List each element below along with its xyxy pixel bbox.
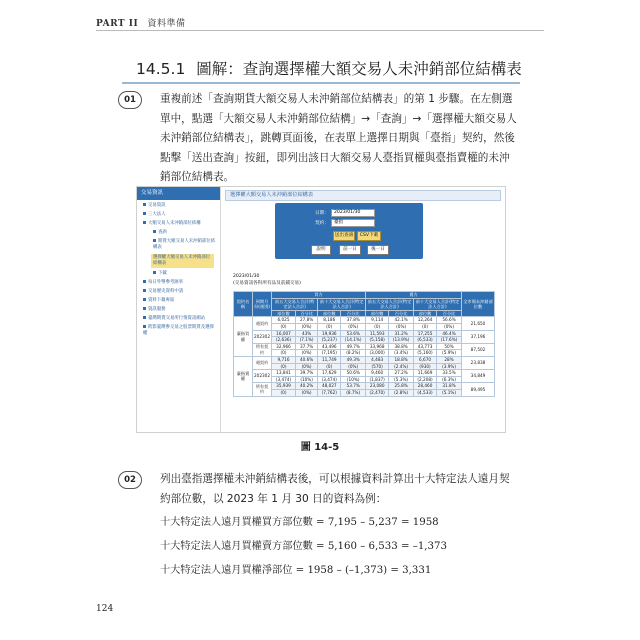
table-cell: 43,773	[414, 343, 437, 350]
table-cell-sub: (0)	[318, 323, 341, 330]
bullet-icon	[143, 203, 146, 206]
meta-date: 2023/01/30	[233, 274, 260, 279]
sub-top5-sell: 前五大交易人合計(特定法人合計)	[366, 298, 414, 310]
table-cell-sub: (14.1%)	[341, 337, 366, 344]
figure-caption: 圖 14-5	[300, 442, 340, 453]
table-cell-sub: (0%)	[296, 350, 318, 357]
table-cell-sub: (930)	[414, 363, 437, 370]
prev-day-button[interactable]: 前一日	[339, 245, 361, 255]
table-cell-sub: (5.1%)	[437, 389, 462, 396]
open-interest-total: 21,650	[462, 317, 495, 330]
table-cell-sub: (3,000)	[366, 350, 389, 357]
table-cell-sub: (8.2%)	[341, 350, 366, 357]
bullet-icon	[143, 307, 146, 310]
table-cell-sub: (0%)	[437, 323, 462, 330]
meta-unit: (交易資訊各科所有品及前鋪交易)	[233, 281, 301, 286]
step-text: 重複前述「查詢期貨大額交易人未沖銷部位結構表」的第 1 步驟。在左側選單中，點選「大額交易人未沖銷部位結構」→「查詢」→「選擇權大額交易人未沖銷部位結構表」，跳轉頁面後，在表單上選擇日期與「臺指」契約，然後點擊「送出查詢」按鈕，即列出該日大額交易人臺指買權與臺指賣權的未沖銷部位結構表。	[160, 93, 517, 183]
expiry-month: 週契約	[253, 317, 272, 330]
table-cell-sub: (2.4%)	[389, 363, 414, 370]
query-form	[275, 203, 423, 259]
table-cell: 49.3%	[341, 356, 366, 363]
bullet-icon	[143, 325, 146, 328]
table-row	[234, 383, 495, 390]
title-rule	[122, 82, 520, 84]
table-cell: 11,593	[366, 330, 389, 337]
expiry-month: 週契約	[253, 356, 272, 369]
table-cell-sub: (8.7%)	[341, 389, 366, 396]
table-cell: 16,007	[272, 330, 296, 337]
table-cell: 40.2%	[296, 383, 318, 390]
table-cell: 33,968	[366, 343, 389, 350]
table-cell: 50.6%	[341, 370, 366, 377]
table-cell: 11,749	[318, 356, 341, 363]
formula-sell: 十大特定法人遠月買權賣方部位數 = 5,160 – 6,533 = –1,373	[160, 541, 447, 552]
table-cell: 56.6%	[437, 317, 462, 324]
menu-item[interactable]	[137, 316, 220, 322]
bullet-icon	[143, 316, 146, 319]
table-cell-sub: (5,160)	[414, 350, 437, 357]
table-cell-sub: (0%)	[389, 323, 414, 330]
table-cell: 12,264	[414, 317, 437, 324]
right-panel-header: 選擇權大額交易人未沖銷部位結構表	[225, 190, 501, 201]
bullet-icon	[143, 289, 146, 292]
menu-item-label: 下載	[158, 271, 167, 276]
menu-item-label: 臺灣期貨交易所行情資訊網站	[148, 316, 206, 321]
open-interest-total: 87,502	[462, 343, 495, 356]
table-cell: 49.7%	[341, 343, 366, 350]
table-cell-sub: (0)	[414, 323, 437, 330]
step-1	[118, 90, 518, 188]
left-menu	[137, 187, 221, 432]
table-cell: 6,670	[414, 356, 437, 363]
table-cell-sub: (0)	[272, 350, 296, 357]
table-row-sub	[234, 389, 495, 396]
menu-item-label: 跨影臺灣參交易之股票期貨及選擇權	[143, 325, 214, 336]
table-cell: 38.8%	[389, 343, 414, 350]
table-cell: 9,114	[366, 317, 389, 324]
col-month: 到期月份(週別)	[253, 292, 272, 317]
bullet-icon	[143, 212, 146, 215]
open-interest-total: 89,495	[462, 383, 495, 396]
menu-item-label: 資料下載專區	[148, 298, 175, 303]
table-cell: 8,186	[318, 317, 341, 324]
table-row-sub	[234, 323, 495, 330]
menu-item-label: 交易資訊	[148, 203, 166, 208]
table-meta	[233, 273, 301, 287]
table-cell-sub: (0)	[272, 363, 296, 370]
expiry-month: 所有契約	[253, 383, 272, 396]
section-title-text: 圖解：查詢選擇權大額交易人未沖銷部位結構表	[196, 60, 522, 78]
table-cell: 23,080	[366, 383, 389, 390]
table-cell: 53.6%	[341, 330, 366, 337]
table-row-sub	[234, 376, 495, 383]
table-cell-sub: (2,636)	[272, 337, 296, 344]
step-2	[118, 470, 518, 509]
expiry-month: 202302	[253, 330, 272, 343]
menu-item[interactable]	[151, 254, 214, 268]
menu-item[interactable]	[137, 280, 220, 286]
menu-item[interactable]	[137, 289, 220, 295]
left-menu-items	[137, 203, 220, 337]
table-cell-sub: (5,237)	[318, 337, 341, 344]
menu-item-label: 大額交易人未沖銷部位結構	[148, 221, 201, 226]
table-cell-sub: (3,474)	[272, 376, 296, 383]
table-cell: 9,716	[272, 356, 296, 363]
section-title	[136, 57, 522, 79]
sub-top10-sell: 前十大交易人合計(特定法人合計)	[414, 298, 462, 310]
group-buy: 買方	[272, 292, 366, 299]
unit-header-row	[234, 310, 495, 317]
table-cell: 18.8%	[389, 356, 414, 363]
menu-item[interactable]	[137, 307, 220, 313]
table-cell-sub: (0)	[272, 323, 296, 330]
menu-item[interactable]	[137, 239, 220, 251]
unit-percent: 百分比	[389, 310, 414, 317]
table-cell: 37.7%	[296, 343, 318, 350]
table-cell: 43,496	[318, 343, 341, 350]
menu-item-label: 期貨大額交易人未沖銷部位結構表	[153, 239, 216, 250]
table-cell: 32,966	[272, 343, 296, 350]
step-badge: 02	[118, 471, 142, 489]
table-cell: 53.7%	[341, 383, 366, 390]
table-cell-sub: (0)	[318, 363, 341, 370]
table-cell-sub: (0%)	[296, 323, 318, 330]
table-cell-sub: (0)	[272, 389, 296, 396]
table-cell: 19,936	[318, 330, 341, 337]
table-cell-sub: (7.1%)	[296, 337, 318, 344]
table-cell: 42.1%	[389, 317, 414, 324]
unit-position: 部位數	[272, 310, 296, 317]
open-interest-total: 23,838	[462, 356, 495, 369]
table-cell-sub: (5,158)	[366, 337, 389, 344]
table-cell-sub: (7,195)	[318, 350, 341, 357]
csv-download-button[interactable]: CSV下載	[357, 231, 381, 241]
table-cell: 46.4%	[437, 330, 462, 337]
table-cell: 31.2%	[389, 330, 414, 337]
menu-item[interactable]	[137, 325, 220, 337]
formula-net: 十大特定法人遠月買權淨部位 = 1958 – (–1,373) = 3,331	[160, 565, 432, 576]
table-body	[234, 317, 495, 396]
table-cell: 39.7%	[296, 370, 318, 377]
section-number: 14.5.1	[136, 60, 186, 78]
table-row	[234, 356, 495, 363]
table-cell-sub: (10%)	[341, 376, 366, 383]
bullet-icon	[153, 239, 156, 242]
table-cell: 31.8%	[437, 383, 462, 390]
header-rule	[96, 30, 544, 31]
table-row-sub	[234, 363, 495, 370]
table-cell-sub: (2,208)	[414, 376, 437, 383]
contract-label: 契約：	[315, 221, 329, 226]
open-interest-table	[233, 291, 495, 397]
group-sell: 賣方	[366, 292, 462, 299]
page-number: 124	[96, 604, 114, 614]
formula-buy: 十大特定法人遠月買權買方部位數 = 7,195 – 5,237 = 1958	[160, 517, 439, 528]
table-cell-sub: (2,470)	[366, 389, 389, 396]
table-cell-sub: (2.8%)	[389, 389, 414, 396]
table-cell-sub: (1,837)	[366, 376, 389, 383]
menu-item-label: 三大法人	[148, 212, 166, 217]
menu-item-label: 交易歷史資料中請	[148, 289, 184, 294]
contract-select[interactable]: 臺指	[331, 219, 375, 227]
bullet-icon	[143, 221, 146, 224]
table-cell-sub: (570)	[366, 363, 389, 370]
menu-item-label: 資訊服務	[148, 307, 166, 312]
table-cell-sub: (6.3%)	[437, 376, 462, 383]
left-menu-header: 交易資訊	[137, 187, 220, 200]
website-screenshot	[136, 186, 506, 433]
table-cell: 43%	[296, 330, 318, 337]
menu-item[interactable]	[137, 212, 220, 218]
chapter-label: 資料準備	[147, 19, 186, 29]
table-cell-sub: (7,762)	[318, 389, 341, 396]
menu-item-label: 查詢	[158, 230, 167, 235]
contract-name: 臺指賣權	[234, 356, 253, 396]
table-row	[234, 317, 495, 324]
bullet-icon	[143, 280, 146, 283]
table-row	[234, 343, 495, 350]
open-interest-total: 37,196	[462, 330, 495, 343]
table-cell: 11,669	[414, 370, 437, 377]
table-cell-sub: (17.6%)	[437, 337, 462, 344]
table-cell-sub: (3.4%)	[389, 350, 414, 357]
menu-item[interactable]	[137, 298, 220, 304]
contract-name: 臺指買權	[234, 317, 253, 357]
table-cell-sub: (10%)	[296, 376, 318, 383]
table-cell-sub: (6,533)	[414, 337, 437, 344]
table-cell: 27.8%	[296, 317, 318, 324]
expiry-month: 202302	[253, 370, 272, 383]
menu-item[interactable]	[137, 271, 220, 277]
table-row	[234, 370, 495, 377]
unit-percent: 百分比	[341, 310, 366, 317]
table-cell: 40.6%	[296, 356, 318, 363]
unit-position: 部位數	[318, 310, 341, 317]
step-text: 列出臺指選擇權未沖銷結構表後，可以根據資料計算出十大特定法人遠月契約部位數，以 2023 年 1 月 30 日的資料為例：	[160, 473, 510, 505]
table-cell-sub: (5.3%)	[389, 376, 414, 383]
submit-query-button[interactable]: 送出查詢	[333, 231, 355, 241]
date-label: 日期：	[315, 211, 329, 216]
table-cell: 4,483	[366, 356, 389, 363]
unit-percent: 百分比	[437, 310, 462, 317]
table-row-sub	[234, 350, 495, 357]
right-panel	[225, 187, 501, 432]
table-cell: 48,027	[318, 383, 341, 390]
bullet-icon	[153, 230, 156, 233]
table-cell-sub: (3.9%)	[437, 363, 462, 370]
col-contract: 契約名稱	[234, 292, 253, 317]
bullet-icon	[153, 271, 156, 274]
sub-top10-buy: 前十大交易人合計(特定法人合計)	[318, 298, 366, 310]
table-cell-sub: (0%)	[341, 363, 366, 370]
step-badge: 01	[118, 91, 142, 109]
table-cell-sub: (3,474)	[318, 376, 341, 383]
bullet-icon	[143, 298, 146, 301]
table-cell: 13,841	[272, 370, 296, 377]
table-cell: 50%	[437, 343, 462, 350]
col-oi: 全市場未沖銷部位數	[462, 292, 495, 317]
table-cell: 17,255	[414, 330, 437, 337]
running-head	[96, 16, 186, 29]
menu-item[interactable]	[137, 221, 220, 227]
unit-percent: 百分比	[296, 310, 318, 317]
table-cell: 28%	[437, 356, 462, 363]
open-interest-total: 34,849	[462, 370, 495, 383]
help-button[interactable]: 說明	[311, 245, 331, 255]
next-day-button[interactable]: 後一日	[367, 245, 389, 255]
menu-item-label: 選擇權大額交易人未沖銷部位結構表	[153, 255, 211, 266]
part-label: PART II	[96, 19, 139, 29]
table-cell: 33.5%	[437, 370, 462, 377]
menu-item[interactable]	[137, 230, 220, 236]
table-cell: 28,460	[414, 383, 437, 390]
menu-item[interactable]	[137, 203, 220, 209]
table-cell: 17,629	[318, 370, 341, 377]
table-cell: 6,025	[272, 317, 296, 324]
table-cell-sub: (0%)	[296, 389, 318, 396]
table-cell-sub: (0)	[366, 323, 389, 330]
table-row-sub	[234, 337, 495, 344]
table-cell: 27.2%	[389, 370, 414, 377]
table-cell: 9,460	[366, 370, 389, 377]
date-input[interactable]: 2023/01/30	[331, 209, 375, 217]
table-cell-sub: (13.9%)	[389, 337, 414, 344]
table-cell-sub: (5.9%)	[437, 350, 462, 357]
table-cell: 35,939	[272, 383, 296, 390]
table-cell: 25.8%	[389, 383, 414, 390]
sub-top5-buy: 前五大交易人合計(特定法人合計)	[272, 298, 318, 310]
table-cell: 37.8%	[341, 317, 366, 324]
unit-position: 部位數	[414, 310, 437, 317]
table-cell-sub: (4,533)	[414, 389, 437, 396]
menu-item-label: 每日外幣參考匯率	[148, 280, 184, 285]
table-row	[234, 330, 495, 337]
table-cell-sub: (0%)	[341, 323, 366, 330]
expiry-month: 所有契約	[253, 343, 272, 356]
table-cell-sub: (0%)	[296, 363, 318, 370]
unit-position: 部位數	[366, 310, 389, 317]
